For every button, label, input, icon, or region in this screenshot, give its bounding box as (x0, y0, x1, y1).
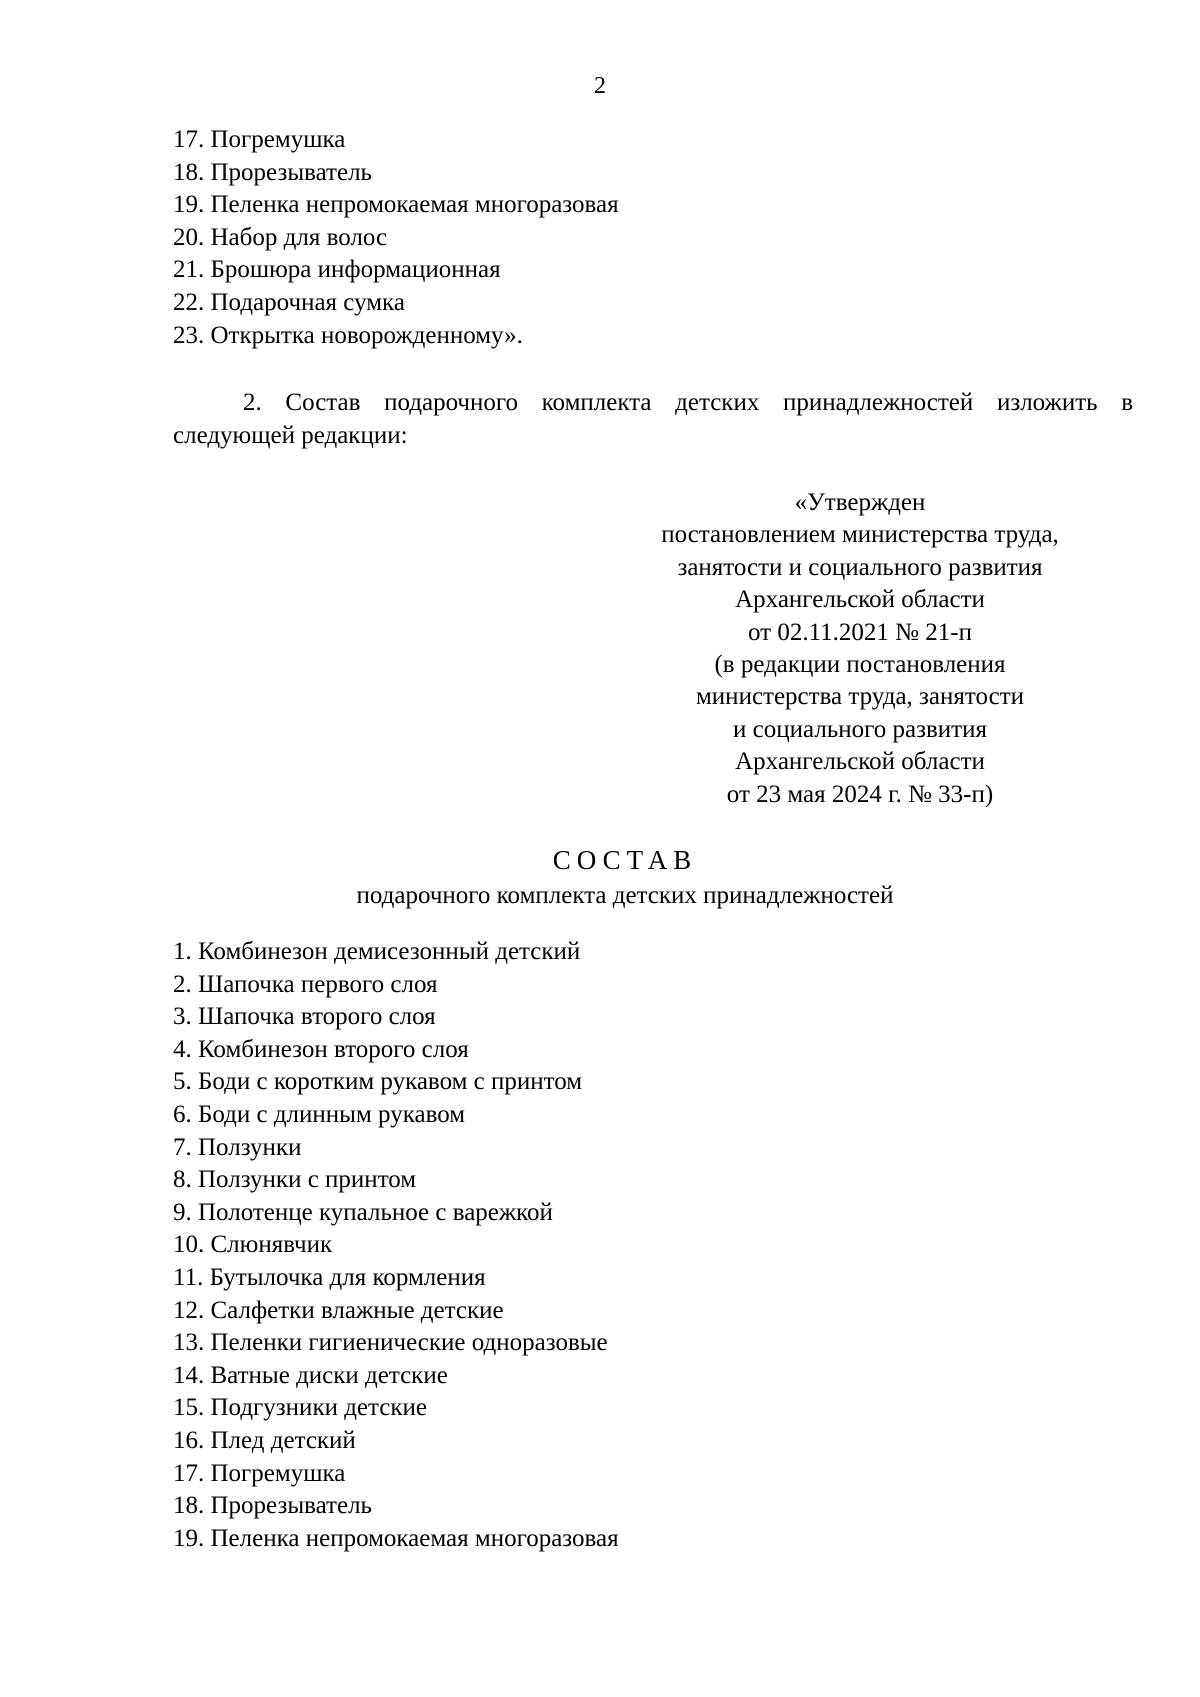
heading-title: СОСТАВ (552, 845, 698, 875)
list-item: 18. Прорезыватель (173, 1492, 372, 1520)
list-item: 19. Пеленка непромокаемая многоразовая (173, 191, 619, 219)
list-item: 22. Подарочная сумка (173, 288, 405, 316)
list-item: 17. Погремушка (173, 1459, 346, 1487)
heading-block (0, 844, 1200, 912)
list-item: 12. Салфетки влажные детские (173, 1296, 504, 1324)
approval-line: от 23 мая 2024 г. № 33-п) (726, 780, 994, 808)
approval-line: «Утвержден (794, 489, 926, 516)
list-item: 19. Пеленка непромокаемая многоразовая (173, 1524, 619, 1552)
approval-block (600, 487, 1120, 811)
list-item: 23. Открытка новорожденному». (173, 321, 523, 349)
list-item: 7. Ползунки (173, 1133, 302, 1161)
approval-line: занятости и социального развития (677, 553, 1043, 581)
list-item: 4. Комбинезон второго слоя (173, 1035, 469, 1063)
list-item: 9. Полотенце купальное с варежкой (173, 1198, 553, 1226)
list-item: 16. Плед детский (173, 1426, 356, 1454)
list-item: 15. Подгузники детские (173, 1394, 427, 1422)
list-item: 8. Ползунки с принтом (173, 1166, 417, 1194)
continued-list (173, 124, 619, 352)
list-item: 3. Шапочка второго слоя (173, 1003, 436, 1031)
list-item: 11. Бутылочка для кормления (173, 1263, 486, 1291)
list-item: 2. Шапочка первого слоя (173, 970, 438, 998)
list-item: 6. Боди с длинным рукавом (173, 1100, 466, 1128)
list-item: 14. Ватные диски детские (173, 1361, 448, 1389)
list-item: 17. Погремушка (173, 126, 346, 153)
list-item: 5. Боди с коротким рукавом с принтом (173, 1068, 583, 1096)
approval-line: Архангельской области (735, 748, 985, 776)
heading-subtitle: подарочного комплекта детских принадлежностей (356, 882, 894, 909)
list-item: 1. Комбинезон демисезонный детский (173, 938, 581, 965)
approval-line: Архангельской области (735, 586, 985, 614)
composition-list (173, 936, 619, 1555)
approval-line: министерства труда, занятости (695, 683, 1025, 711)
approval-line: от 02.11.2021 № 21-п (748, 618, 972, 646)
list-item: 18. Прорезыватель (173, 158, 372, 186)
amendment-paragraph: 2. Состав подарочного комплекта детских принадлежностей изложить в следующей редакции: (173, 389, 1133, 449)
approval-line: (в редакции постановления (714, 651, 1006, 679)
list-item: 13. Пеленки гигиенические одноразовые (173, 1329, 608, 1357)
list-item: 20. Набор для волос (173, 223, 388, 251)
page-number: 2 (594, 73, 606, 99)
approval-line: и социального развития (733, 715, 987, 743)
list-item: 10. Слюнявчик (173, 1231, 333, 1259)
approval-line: постановлением министерства труда, (661, 521, 1059, 549)
list-item: 21. Брошюра информационная (173, 256, 501, 284)
